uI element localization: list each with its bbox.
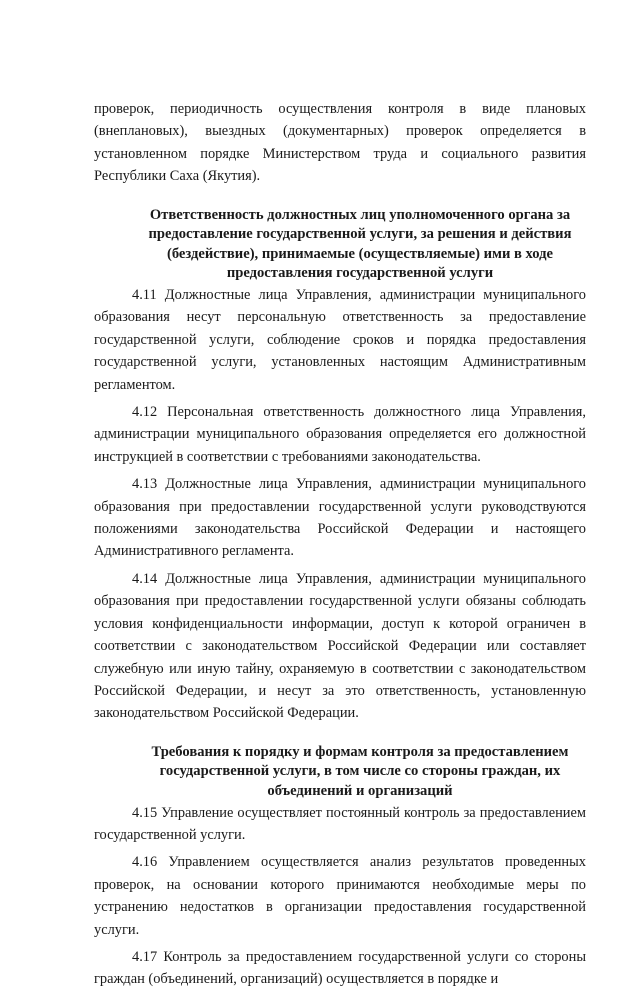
paragraph-4-17: 4.17 Контроль за предоставлением государственной услуги со стороны граждан (объединений, организаций) осуществляется в порядке и	[94, 948, 586, 988]
paragraph-4-13: 4.13 Должностные лица Управления, администрации муниципального образования при предоставлении государственной услуги руководствуются положениями законодательства Российской Федерации и настоящего Административного регламента.	[94, 476, 586, 560]
paragraph-4-12: 4.12 Персональная ответственность должностного лица Управления, администрации муниципального образования определяется его должностной инструкцией в соответствии с требованиями законодательства.	[94, 404, 586, 465]
section-heading-responsibility: Ответственность должностных лиц уполномоченного органа за предоставление государственной услуги, за решения и действия (бездействие), принимаемые (осуществляемые) ими в ходе предоставления государственной услуги	[148, 206, 572, 282]
paragraph-4-11: 4.11 Должностные лица Управления, администрации муниципального образования несут персональную ответственность за предоставление государственной услуги, соблюдение сроков и порядка предоставления государственной услуги, установленных настоящим Административным регламентом.	[94, 287, 586, 393]
paragraph-4-16: 4.16 Управлением осуществляется анализ результатов проведенных проверок, на основании которого принимаются необходимые меры по устранению недостатков в организации предоставления государственной услуги.	[94, 854, 586, 938]
paragraph-4-14: 4.14 Должностные лица Управления, администрации муниципального образования при предоставлении государственной услуги обязаны соблюдать условия конфиденциальности информации, доступ к которой ограничен в соответствии с законодательством Российской Федерации или составляет служебную или иную тайну, охраняемую в соответствии с законодательством Российской Федерации, и несут за это ответственность, установленную законодательством Российской Федерации.	[94, 570, 586, 722]
document-page	[94, 98, 586, 991]
section-heading-control: Требования к порядку и формам контроля за предоставлением государственной услуги, в том числе со стороны граждан, их объединений и организаций	[151, 743, 569, 799]
paragraph-4-15: 4.15 Управление осуществляет постоянный контроль за предоставлением государственной услуги.	[94, 804, 586, 843]
intro-paragraph: проверок, периодичность осуществления контроля в виде плановых (внеплановых), выездных (документарных) проверок определяется в установленном порядке Министерством труда и социального развития Республики Саха (Якутия).	[94, 101, 586, 185]
